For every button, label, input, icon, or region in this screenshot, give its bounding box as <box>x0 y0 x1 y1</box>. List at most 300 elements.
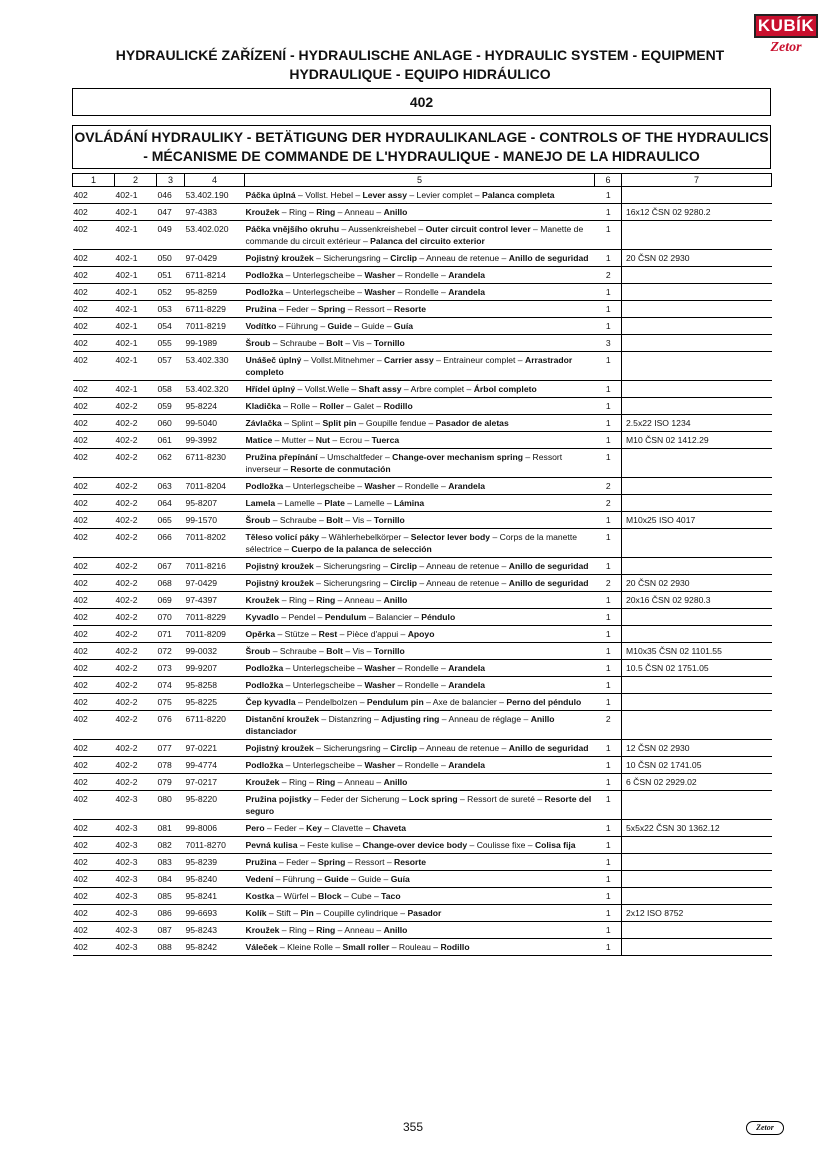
cell-position: 047 <box>157 204 185 221</box>
cell-position: 077 <box>157 740 185 757</box>
description-segment: Anillo de seguridad <box>508 561 589 571</box>
description-segment: – Anneau de retenue – <box>416 561 509 571</box>
cell-part-number: 7011-8209 <box>185 626 245 643</box>
section-line-1: OVLÁDÁNÍ HYDRAULIKY - BETÄTIGUNG DER HYDRAULIKANLAGE - CONTROLS OF THE HYDRAULICS <box>74 129 769 145</box>
cell-figure: 402-1 <box>115 221 157 250</box>
cell-figure: 402-3 <box>115 871 157 888</box>
cell-standard <box>622 495 772 512</box>
description-segment: – Rondelle – <box>395 663 449 673</box>
cell-position: 055 <box>157 335 185 352</box>
cell-quantity: 2 <box>595 495 622 512</box>
cell-quantity: 1 <box>595 318 622 335</box>
description-segment: Pojistný kroužek <box>245 561 314 571</box>
table-row <box>73 820 772 837</box>
description-segment: Lock spring <box>408 794 458 804</box>
description-segment: – Sicherungsring – <box>313 561 391 571</box>
cell-group: 402 <box>73 939 115 956</box>
description-segment: Arandela <box>448 760 485 770</box>
description-segment: Pružina <box>245 304 277 314</box>
cell-quantity: 1 <box>595 558 622 575</box>
cell-part-number: 95-8239 <box>185 854 245 871</box>
cell-quantity: 3 <box>595 335 622 352</box>
cell-quantity: 2 <box>595 267 622 284</box>
cell-part-number: 97-4397 <box>185 592 245 609</box>
cell-part-number: 6711-8214 <box>185 267 245 284</box>
cell-quantity: 1 <box>595 740 622 757</box>
cell-part-number: 99-6693 <box>185 905 245 922</box>
description-segment: – Ressort inverseur – <box>245 452 563 474</box>
description-segment: – Unterlegscheibe – <box>283 287 365 297</box>
table-row <box>73 335 772 352</box>
description-segment: – Ressort de sureté – <box>457 794 545 804</box>
cell-description <box>245 495 595 512</box>
description-segment: Circlip <box>390 743 417 753</box>
cell-part-number: 99-1570 <box>185 512 245 529</box>
description-segment: – Vis – <box>342 646 374 656</box>
table-row <box>73 837 772 854</box>
description-segment: – Distanzring – <box>319 714 382 724</box>
col-header: 6 <box>595 174 622 187</box>
description-segment: – Rondelle – <box>395 270 449 280</box>
cell-part-number: 95-8220 <box>185 791 245 820</box>
section-title <box>72 125 771 169</box>
description-segment: – Lamelle – <box>275 498 325 508</box>
cell-position: 049 <box>157 221 185 250</box>
cell-standard <box>622 478 772 495</box>
cell-position: 067 <box>157 558 185 575</box>
cell-figure: 402-2 <box>115 643 157 660</box>
cell-description <box>245 905 595 922</box>
cell-quantity: 1 <box>595 939 622 956</box>
cell-quantity: 1 <box>595 449 622 478</box>
cell-group: 402 <box>73 837 115 854</box>
cell-quantity: 1 <box>595 922 622 939</box>
cell-group: 402 <box>73 922 115 939</box>
cell-position: 059 <box>157 398 185 415</box>
description-segment: – Ring – <box>279 207 317 217</box>
cell-figure: 402-2 <box>115 711 157 740</box>
description-segment: – Vis – <box>342 515 374 525</box>
cell-standard <box>622 922 772 939</box>
cell-group: 402 <box>73 250 115 267</box>
description-segment: Árbol completo <box>473 384 537 394</box>
cell-standard: M10x35 ČSN 02 1101.55 <box>622 643 772 660</box>
cell-position: 069 <box>157 592 185 609</box>
cell-figure: 402-2 <box>115 398 157 415</box>
description-segment: – Axe de balancier – <box>423 697 507 707</box>
description-segment: – Wählerhebelkörper – <box>319 532 411 542</box>
cell-group: 402 <box>73 609 115 626</box>
description-segment: Washer <box>364 481 396 491</box>
description-segment: Tornillo <box>373 515 405 525</box>
description-segment: Anillo <box>383 777 408 787</box>
description-segment: Šroub <box>245 515 271 525</box>
description-segment: Circlip <box>390 253 417 263</box>
table-header-row <box>73 174 772 187</box>
description-segment: – Mutter – <box>272 435 316 445</box>
cell-quantity: 1 <box>595 757 622 774</box>
description-segment: – Anneau – <box>335 595 384 605</box>
description-segment: – Unterlegscheibe – <box>283 481 365 491</box>
description-segment: – Anneau de retenue – <box>416 253 509 263</box>
cell-description <box>245 512 595 529</box>
cell-position: 061 <box>157 432 185 449</box>
cell-quantity: 1 <box>595 592 622 609</box>
col-header: 5 <box>245 174 595 187</box>
cell-standard: 10 ČSN 02 1741.05 <box>622 757 772 774</box>
cell-figure: 402-2 <box>115 449 157 478</box>
description-segment: – Feder – <box>276 857 319 867</box>
cell-description <box>245 660 595 677</box>
cell-description <box>245 478 595 495</box>
cell-standard <box>622 318 772 335</box>
cell-group: 402 <box>73 660 115 677</box>
description-segment: – Vis – <box>342 338 374 348</box>
description-segment: Nut <box>315 435 331 445</box>
description-segment: Anillo de seguridad <box>508 253 589 263</box>
description-segment: Lámina <box>394 498 425 508</box>
description-segment: – Rondelle – <box>395 680 449 690</box>
description-segment: Apoyo <box>407 629 435 639</box>
description-segment: Lamela <box>245 498 276 508</box>
description-segment: – Pendel – <box>278 612 325 622</box>
description-segment: Podložka <box>245 481 284 491</box>
cell-quantity: 1 <box>595 609 622 626</box>
description-segment: – Anneau de retenue – <box>416 578 509 588</box>
description-segment: – Vollst. Hebel – <box>295 190 363 200</box>
cell-figure: 402-2 <box>115 626 157 643</box>
description-segment: – Pièce d'appui – <box>337 629 408 639</box>
cell-description <box>245 187 595 204</box>
description-segment: Péndulo <box>421 612 456 622</box>
description-segment: Split pin <box>322 418 357 428</box>
description-segment: Key <box>306 823 322 833</box>
description-segment: Ring <box>316 595 336 605</box>
cell-figure: 402-2 <box>115 495 157 512</box>
description-segment: Block <box>318 891 342 901</box>
cell-part-number: 95-8241 <box>185 888 245 905</box>
description-segment: – Guide – <box>351 321 394 331</box>
cell-description <box>245 301 595 318</box>
description-segment: – Manette de commande du circuit extérieur – <box>245 224 584 246</box>
cell-group: 402 <box>73 512 115 529</box>
col-header: 1 <box>73 174 115 187</box>
description-segment: Tornillo <box>373 646 405 656</box>
col-header: 2 <box>115 174 157 187</box>
cell-position: 076 <box>157 711 185 740</box>
cell-standard <box>622 694 772 711</box>
cell-group: 402 <box>73 352 115 381</box>
description-segment: Kroužek <box>245 207 280 217</box>
cell-standard <box>622 854 772 871</box>
cell-figure: 402-3 <box>115 820 157 837</box>
cell-group: 402 <box>73 204 115 221</box>
description-segment: – Balancier – <box>366 612 422 622</box>
cell-quantity: 1 <box>595 284 622 301</box>
cell-position: 071 <box>157 626 185 643</box>
cell-description <box>245 432 595 449</box>
description-segment: Rodillo <box>383 401 413 411</box>
description-segment: – Vollst.Mitnehmer – <box>301 355 385 365</box>
cell-description <box>245 643 595 660</box>
cell-position: 064 <box>157 495 185 512</box>
cell-group: 402 <box>73 335 115 352</box>
description-segment: – Unterlegscheibe – <box>283 270 365 280</box>
description-segment: Taco <box>381 891 401 901</box>
description-segment: Guía <box>390 874 410 884</box>
description-segment: – Coulisse fixe – <box>467 840 535 850</box>
cell-group: 402 <box>73 318 115 335</box>
description-segment: Circlip <box>390 561 417 571</box>
cell-figure: 402-2 <box>115 432 157 449</box>
description-segment: Podložka <box>245 270 284 280</box>
table-row <box>73 660 772 677</box>
cell-group: 402 <box>73 221 115 250</box>
description-segment: – Rondelle – <box>395 760 449 770</box>
description-segment: – Anneau – <box>335 925 384 935</box>
parts-table-body <box>73 187 772 956</box>
description-segment: – Ressort – <box>345 857 395 867</box>
description-segment: Pojistný kroužek <box>245 743 314 753</box>
description-segment: Páčka vnějšího okruhu <box>245 224 340 234</box>
cell-part-number: 53.402.190 <box>185 187 245 204</box>
description-segment: Cuerpo de la palanca de selección <box>291 544 432 554</box>
description-segment: – Corps de la manette sélectrice – <box>245 532 578 554</box>
cell-group: 402 <box>73 495 115 512</box>
table-row <box>73 301 772 318</box>
cell-description <box>245 888 595 905</box>
cell-quantity: 1 <box>595 820 622 837</box>
cell-figure: 402-1 <box>115 250 157 267</box>
description-segment: – Schraube – <box>270 338 327 348</box>
cell-group: 402 <box>73 381 115 398</box>
description-segment: – Feder – <box>264 823 307 833</box>
description-segment: Lever assy <box>362 190 407 200</box>
cell-standard: M10 ČSN 02 1412.29 <box>622 432 772 449</box>
table-row <box>73 529 772 558</box>
description-segment: – Anneau – <box>335 777 384 787</box>
table-row <box>73 318 772 335</box>
cell-position: 057 <box>157 352 185 381</box>
cell-position: 084 <box>157 871 185 888</box>
cell-standard <box>622 888 772 905</box>
cell-standard <box>622 449 772 478</box>
table-row <box>73 774 772 791</box>
cell-standard: 10.5 ČSN 02 1751.05 <box>622 660 772 677</box>
table-row <box>73 267 772 284</box>
cell-figure: 402-3 <box>115 922 157 939</box>
cell-quantity: 1 <box>595 221 622 250</box>
description-segment: Kolík <box>245 908 267 918</box>
description-segment: Perno del péndulo <box>506 697 582 707</box>
table-row <box>73 711 772 740</box>
cell-position: 078 <box>157 757 185 774</box>
table-row <box>73 677 772 694</box>
cell-quantity: 1 <box>595 871 622 888</box>
description-segment: – Anneau de réglage – <box>439 714 531 724</box>
cell-figure: 402-2 <box>115 677 157 694</box>
cell-quantity: 1 <box>595 187 622 204</box>
cell-description <box>245 854 595 871</box>
cell-description <box>245 318 595 335</box>
description-segment: – Führung – <box>276 321 328 331</box>
description-segment: Ring <box>316 207 336 217</box>
title-line-2: HYDRAULIQUE - EQUIPO HIDRÁULICO <box>289 66 551 82</box>
description-segment: – Unterlegscheibe – <box>283 760 365 770</box>
cell-figure: 402-3 <box>115 888 157 905</box>
description-segment: – Ring – <box>279 777 317 787</box>
description-segment: Resorte del seguro <box>245 794 592 816</box>
table-row <box>73 204 772 221</box>
cell-description <box>245 774 595 791</box>
description-segment: – Schraube – <box>270 515 327 525</box>
description-segment: Kyvadlo <box>245 612 279 622</box>
cell-quantity: 1 <box>595 677 622 694</box>
cell-position: 068 <box>157 575 185 592</box>
cell-standard: 16x12 ČSN 02 9280.2 <box>622 204 772 221</box>
description-segment: Change-over device body <box>362 840 468 850</box>
table-row <box>73 871 772 888</box>
col-header: 3 <box>157 174 185 187</box>
cell-position: 060 <box>157 415 185 432</box>
description-segment: – Stift – <box>266 908 301 918</box>
description-segment: Ring <box>316 777 336 787</box>
cell-standard: 2x12 ISO 8752 <box>622 905 772 922</box>
description-segment: Kroužek <box>245 925 280 935</box>
cell-description <box>245 352 595 381</box>
description-segment: Kroužek <box>245 595 280 605</box>
description-segment: Guía <box>393 321 414 331</box>
cell-position: 072 <box>157 643 185 660</box>
cell-standard <box>622 837 772 854</box>
cell-figure: 402-2 <box>115 558 157 575</box>
cell-part-number: 99-0032 <box>185 643 245 660</box>
description-segment: Carrier assy <box>384 355 434 365</box>
cell-figure: 402-2 <box>115 660 157 677</box>
description-segment: – Unterlegscheibe – <box>283 663 365 673</box>
cell-group: 402 <box>73 871 115 888</box>
description-segment: Pružina <box>245 857 277 867</box>
cell-part-number: 97-4383 <box>185 204 245 221</box>
cell-quantity: 1 <box>595 204 622 221</box>
cell-part-number: 95-8207 <box>185 495 245 512</box>
cell-part-number: 53.402.320 <box>185 381 245 398</box>
cell-part-number: 6711-8229 <box>185 301 245 318</box>
cell-part-number: 95-8258 <box>185 677 245 694</box>
cell-part-number: 7011-8216 <box>185 558 245 575</box>
cell-standard <box>622 626 772 643</box>
cell-group: 402 <box>73 820 115 837</box>
description-segment: – Feste kulise – <box>297 840 363 850</box>
cell-standard <box>622 284 772 301</box>
cell-quantity: 1 <box>595 888 622 905</box>
cell-figure: 402-1 <box>115 301 157 318</box>
cell-position: 051 <box>157 267 185 284</box>
cell-standard: 6 ČSN 02 2929.02 <box>622 774 772 791</box>
cell-group: 402 <box>73 711 115 740</box>
cell-part-number: 53.402.020 <box>185 221 245 250</box>
cell-standard <box>622 267 772 284</box>
description-segment: Change-over mechanism spring <box>392 452 523 462</box>
cell-part-number: 95-8243 <box>185 922 245 939</box>
cell-position: 074 <box>157 677 185 694</box>
description-segment: Spring <box>318 857 346 867</box>
table-row <box>73 512 772 529</box>
cell-quantity: 1 <box>595 626 622 643</box>
description-segment: – Sicherungsring – <box>313 578 391 588</box>
cell-description <box>245 922 595 939</box>
description-segment: – Levier complet – <box>406 190 482 200</box>
cell-group: 402 <box>73 854 115 871</box>
table-row <box>73 643 772 660</box>
description-segment: Adjusting ring <box>381 714 440 724</box>
cell-description <box>245 529 595 558</box>
description-segment: Washer <box>364 760 396 770</box>
cell-figure: 402-2 <box>115 757 157 774</box>
cell-part-number: 53.402.330 <box>185 352 245 381</box>
cell-part-number: 95-8242 <box>185 939 245 956</box>
description-segment: Resorte <box>394 857 427 867</box>
cell-description <box>245 592 595 609</box>
cell-quantity: 1 <box>595 905 622 922</box>
cell-part-number: 7011-8202 <box>185 529 245 558</box>
cell-description <box>245 626 595 643</box>
cell-standard <box>622 221 772 250</box>
description-segment: Ring <box>316 925 336 935</box>
cell-group: 402 <box>73 415 115 432</box>
cell-part-number: 7011-8204 <box>185 478 245 495</box>
cell-figure: 402-1 <box>115 335 157 352</box>
group-number: 402 <box>72 88 771 116</box>
cell-part-number: 7011-8219 <box>185 318 245 335</box>
description-segment: Shaft assy <box>358 384 402 394</box>
cell-standard <box>622 381 772 398</box>
cell-group: 402 <box>73 677 115 694</box>
description-segment: Podložka <box>245 663 284 673</box>
description-segment: – Anneau de retenue – <box>416 743 509 753</box>
cell-group: 402 <box>73 398 115 415</box>
cell-part-number: 99-8006 <box>185 820 245 837</box>
cell-position: 066 <box>157 529 185 558</box>
cell-part-number: 99-5040 <box>185 415 245 432</box>
cell-quantity: 2 <box>595 575 622 592</box>
cell-description <box>245 558 595 575</box>
cell-figure: 402-2 <box>115 415 157 432</box>
table-row <box>73 694 772 711</box>
cell-figure: 402-3 <box>115 837 157 854</box>
cell-standard <box>622 352 772 381</box>
cell-quantity: 1 <box>595 774 622 791</box>
description-segment: Anillo de seguridad <box>508 578 589 588</box>
cell-description <box>245 740 595 757</box>
cell-figure: 402-2 <box>115 478 157 495</box>
cell-description <box>245 221 595 250</box>
section-line-2: - MÉCANISME DE COMMANDE DE L'HYDRAULIQUE - MANEJO DE LA HIDRAULICO <box>143 148 700 164</box>
cell-position: 088 <box>157 939 185 956</box>
cell-description <box>245 677 595 694</box>
cell-group: 402 <box>73 267 115 284</box>
description-segment: Roller <box>319 401 344 411</box>
cell-quantity: 1 <box>595 512 622 529</box>
cell-figure: 402-1 <box>115 381 157 398</box>
description-segment: Pendulum <box>324 612 367 622</box>
cell-group: 402 <box>73 575 115 592</box>
cell-standard <box>622 335 772 352</box>
cell-description <box>245 449 595 478</box>
description-segment: Hřídel úplný <box>245 384 296 394</box>
description-segment: Pero <box>245 823 265 833</box>
page-number: 355 <box>402 1120 424 1134</box>
